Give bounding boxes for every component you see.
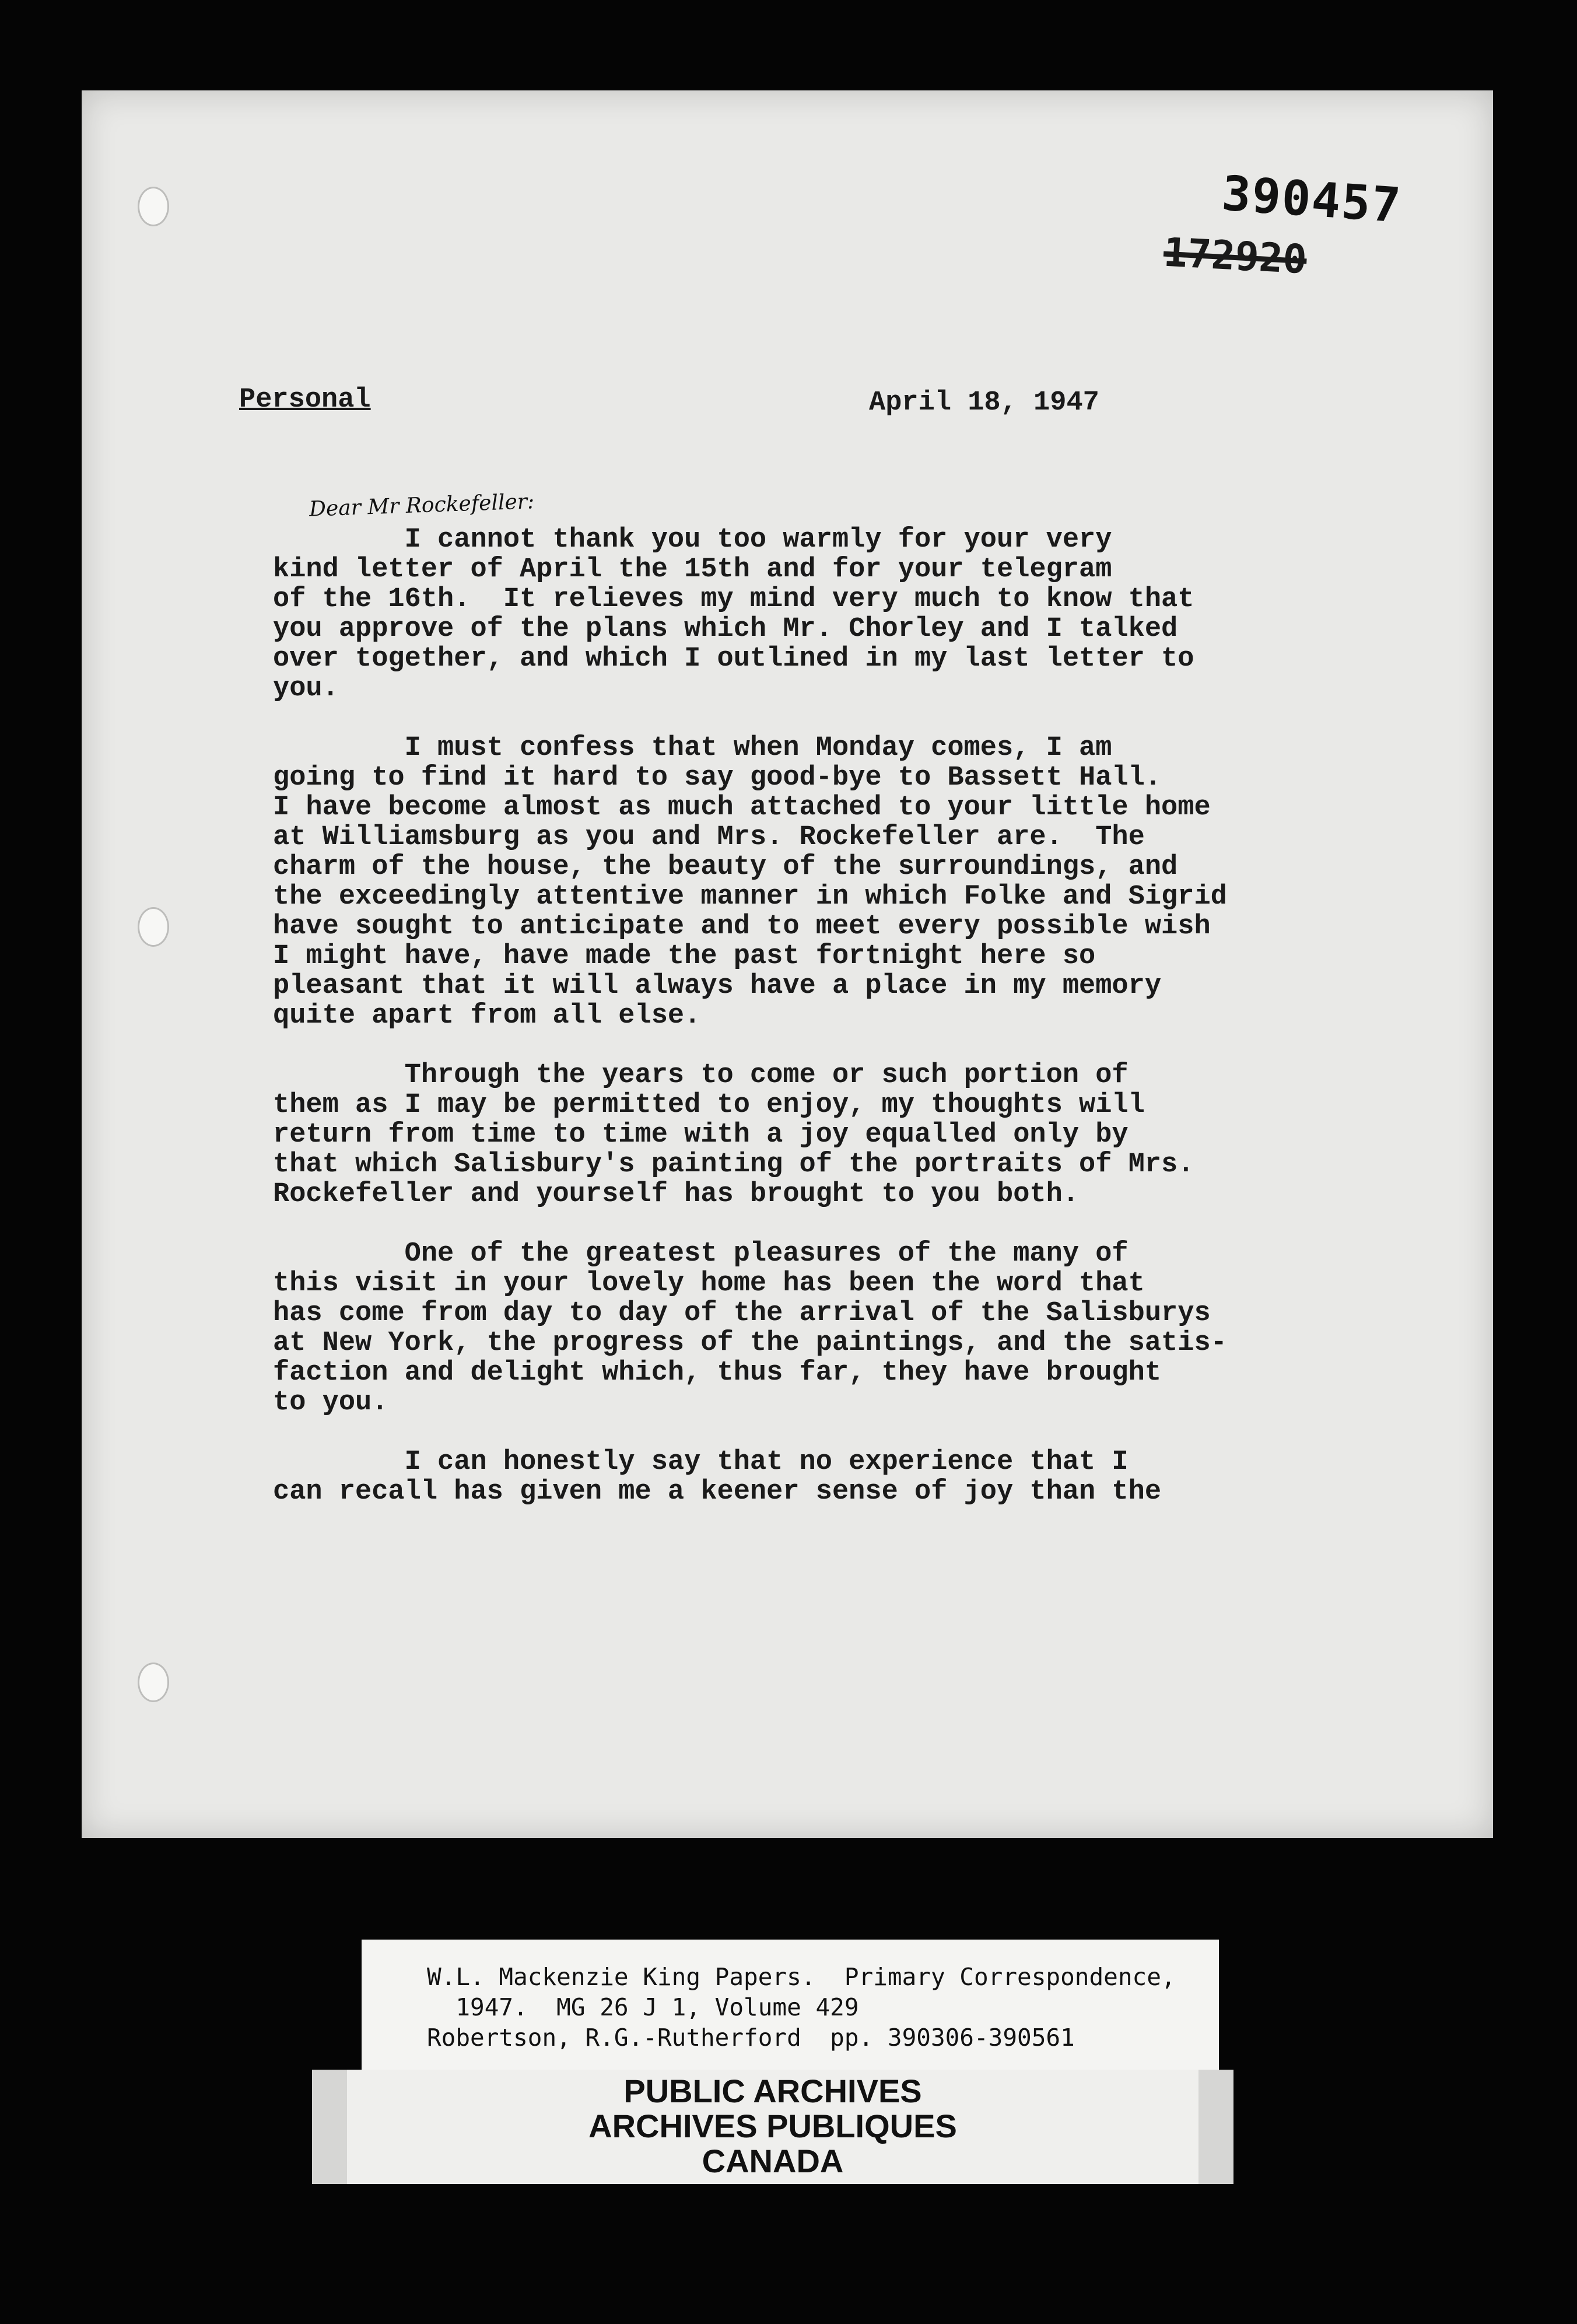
punch-hole-bottom <box>138 1662 169 1702</box>
body-paragraph: I can honestly say that no experience that I can recall has given me a keener sense of joy than the <box>273 1447 1162 1507</box>
punch-hole-middle <box>138 907 169 947</box>
citation-line: W.L. Mackenzie King Papers. Primary Correspondence, <box>427 1963 1176 1991</box>
citation-line: Robertson, R.G.-Rutherford pp. 390306-390561 <box>427 2024 1075 2052</box>
handwritten-salutation: Dear Mr Rockefeller: <box>309 489 535 522</box>
stamp-line: PUBLIC ARCHIVES <box>623 2073 922 2109</box>
citation-line: 1947. MG 26 J 1, Volume 429 <box>427 1993 859 2021</box>
archive-page-number: 390457 <box>1220 166 1404 234</box>
letter-body <box>273 525 1393 1536</box>
stamp-line: ARCHIVES PUBLIQUES <box>588 2108 957 2144</box>
letter-date: April 18, 1947 <box>869 387 1099 418</box>
punch-hole-top <box>138 187 169 226</box>
struck-old-number: 172920 <box>1162 229 1308 284</box>
body-paragraph: I cannot thank you too warmly for your very kind letter of April the 15th and for your telegram of the 16th. It relieves my mind very much to know that you approve of the plans which Mr. Chorley and I talked over together, and which I outlined in my last letter to you. <box>273 524 1194 704</box>
archive-citation-label <box>362 1940 1219 2074</box>
personal-heading: Personal <box>239 384 371 415</box>
stamp-line: CANADA <box>702 2143 844 2179</box>
body-paragraph: Through the years to come or such portion of them as I may be permitted to enjoy, my thoughts will return from time to time with a joy equalled only by that which Salisbury's painting of the portraits of Mrs. Rockefeller and yourself has brought to you both. <box>273 1060 1194 1210</box>
body-paragraph: I must confess that when Monday comes, I am going to find it hard to say good-bye to Bassett Hall. I have become almost as much attached to your little home at Williamsburg as you and Mrs. Rockefeller are. The charm of the house, the beauty of the surroundings, and the exceedingly attentive manner in which Folke and Sigrid have sought to anticipate and to meet every possible wish I might have, have made the past fortnight here so pleasant that it will always have a place in my memory quite apart from all else. <box>273 733 1227 1031</box>
body-paragraph: One of the greatest pleasures of the many of this visit in your lovely home has been the word that has come from day to day of the arrival of the Salisburys at New York, the progress of the paintings, and the satis- faction and delight which, thus far, they have brought to you. <box>273 1238 1227 1418</box>
archives-stamp <box>312 2070 1233 2184</box>
